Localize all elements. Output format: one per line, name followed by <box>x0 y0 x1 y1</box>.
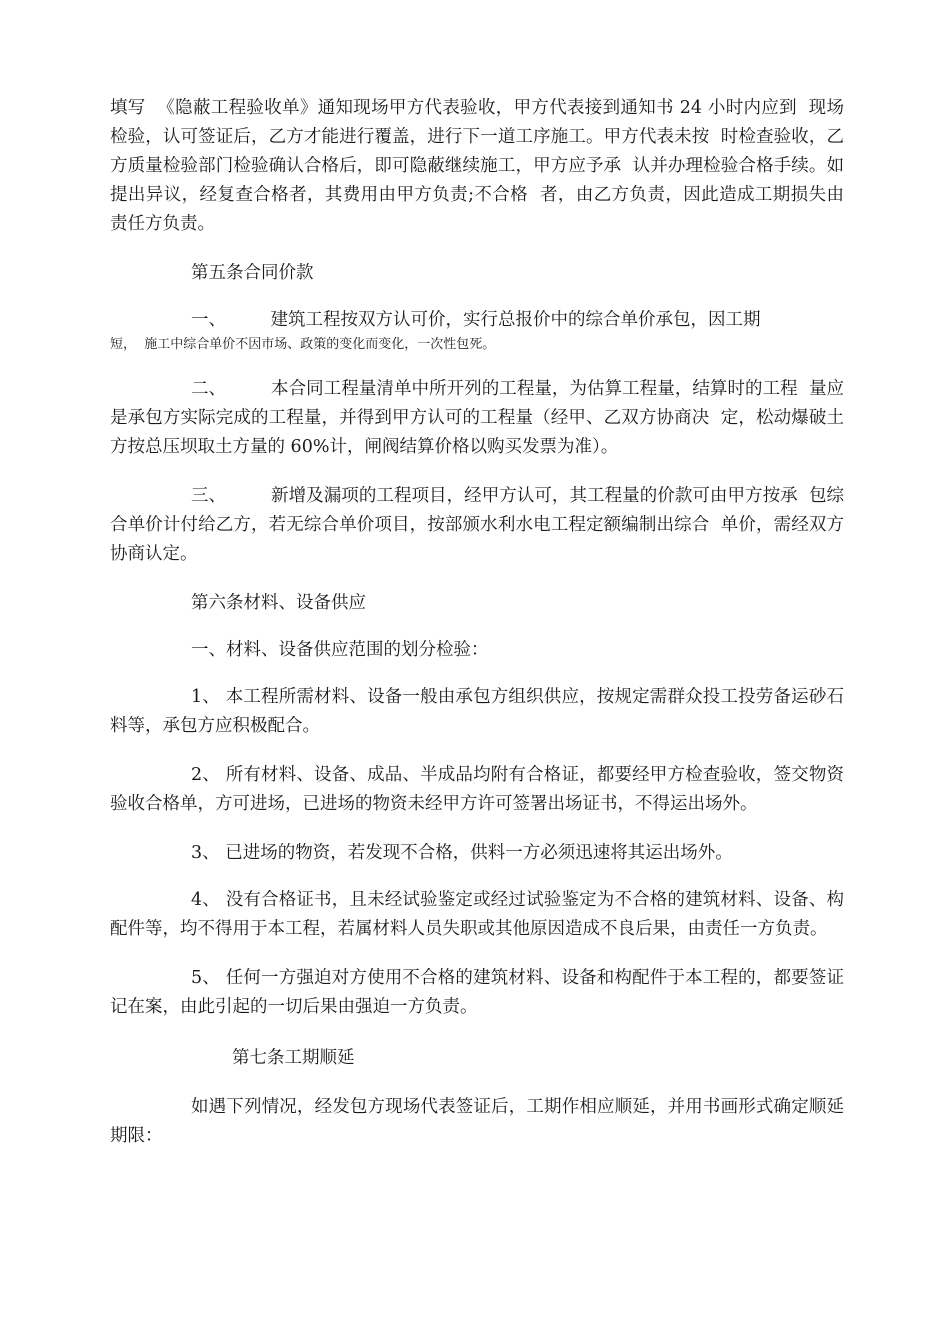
article-6-item-2: 2、 所有材料、设备、成品、半成品均附有合格证，都要经甲方检查验收，签交物资验收合格单，方可进场，已进场的物资未经甲方许可签署出场证书，不得运出场外。 <box>110 765 844 814</box>
article-6-heading: 第六条材料、设备供应 <box>191 593 366 613</box>
article-5-item-1-line-2: 短， 施工中综合单价不因市场、政策的变化而变化，一次性包死。 <box>110 337 496 352</box>
article-6-item-1: 1、 本工程所需材料、设备一般由承包方组织供应，按规定需群众投工投劳备运砂石料等，承包方应积极配合。 <box>110 687 844 736</box>
article-7-heading: 第七条工期顺延 <box>232 1048 355 1068</box>
article-6-section-1-heading: 一、材料、设备供应范围的划分检验： <box>191 640 489 660</box>
article-6-item-3: 3、 已进场的物资，若发现不合格，供料一方必须迅速将其运出场外。 <box>191 843 733 863</box>
article-5-item-2: 二、 本合同工程量清单中所开列的工程量，为估算工程量，结算时的工程 量应是承包方实际完成的工程量，并得到甲方认可的工程量（经甲、乙双方协商决 定，松动爆破土方按总压坝取土方量的 60%计，闸阀结算价格以购买发票为准）。 <box>110 379 844 457</box>
document-page <box>110 94 844 1151</box>
article-5-item-1 <box>110 306 844 355</box>
article-7-paragraph-1: 如遇下列情况，经发包方现场代表签证后，工期作相应顺延，并用书画形式确定顺延期限： <box>110 1097 844 1146</box>
article-6-item-4: 4、 没有合格证书，且未经试验鉴定或经过试验鉴定为不合格的建筑材料、设备、构配件等，均不得用于本工程，若属材料人员失职或其他原因造成不良后果，由责任一方负责。 <box>110 890 844 939</box>
article-5-heading: 第五条合同价款 <box>191 263 314 283</box>
paragraph-concealed-works-inspection: 填写 《隐蔽工程验收单》通知现场甲方代表验收，甲方代表接到通知书 24 小时内应到 现场检验，认可签证后，乙方才能进行覆盖，进行下一道工序施工。甲方代表未按 时检查验收，乙方质量检验部门检验确认合格后，即可隐蔽继续施工，甲方应予承 认并办理检验合格手续。如提出异议，经复查合格者，其费用由甲方负责;不合格 者，由乙方负责，因此造成工期损失由责任方负责。 <box>110 98 844 234</box>
article-5-item-1-line-1: 一、 建筑工程按双方认可价，实行总报价中的综合单价承包，因工期 <box>191 310 761 330</box>
article-6-item-5: 5、 任何一方强迫对方使用不合格的建筑材料、设备和构配件于本工程的，都要签证记在案，由此引起的一切后果由强迫一方负责。 <box>110 968 844 1017</box>
article-5-item-3: 三、 新增及漏项的工程项目，经甲方认可，其工程量的价款可由甲方按承 包综合单价计付给乙方，若无综合单价项目，按部颁水利水电工程定额编制出综合 单价，需经双方协商认定。 <box>110 486 844 564</box>
